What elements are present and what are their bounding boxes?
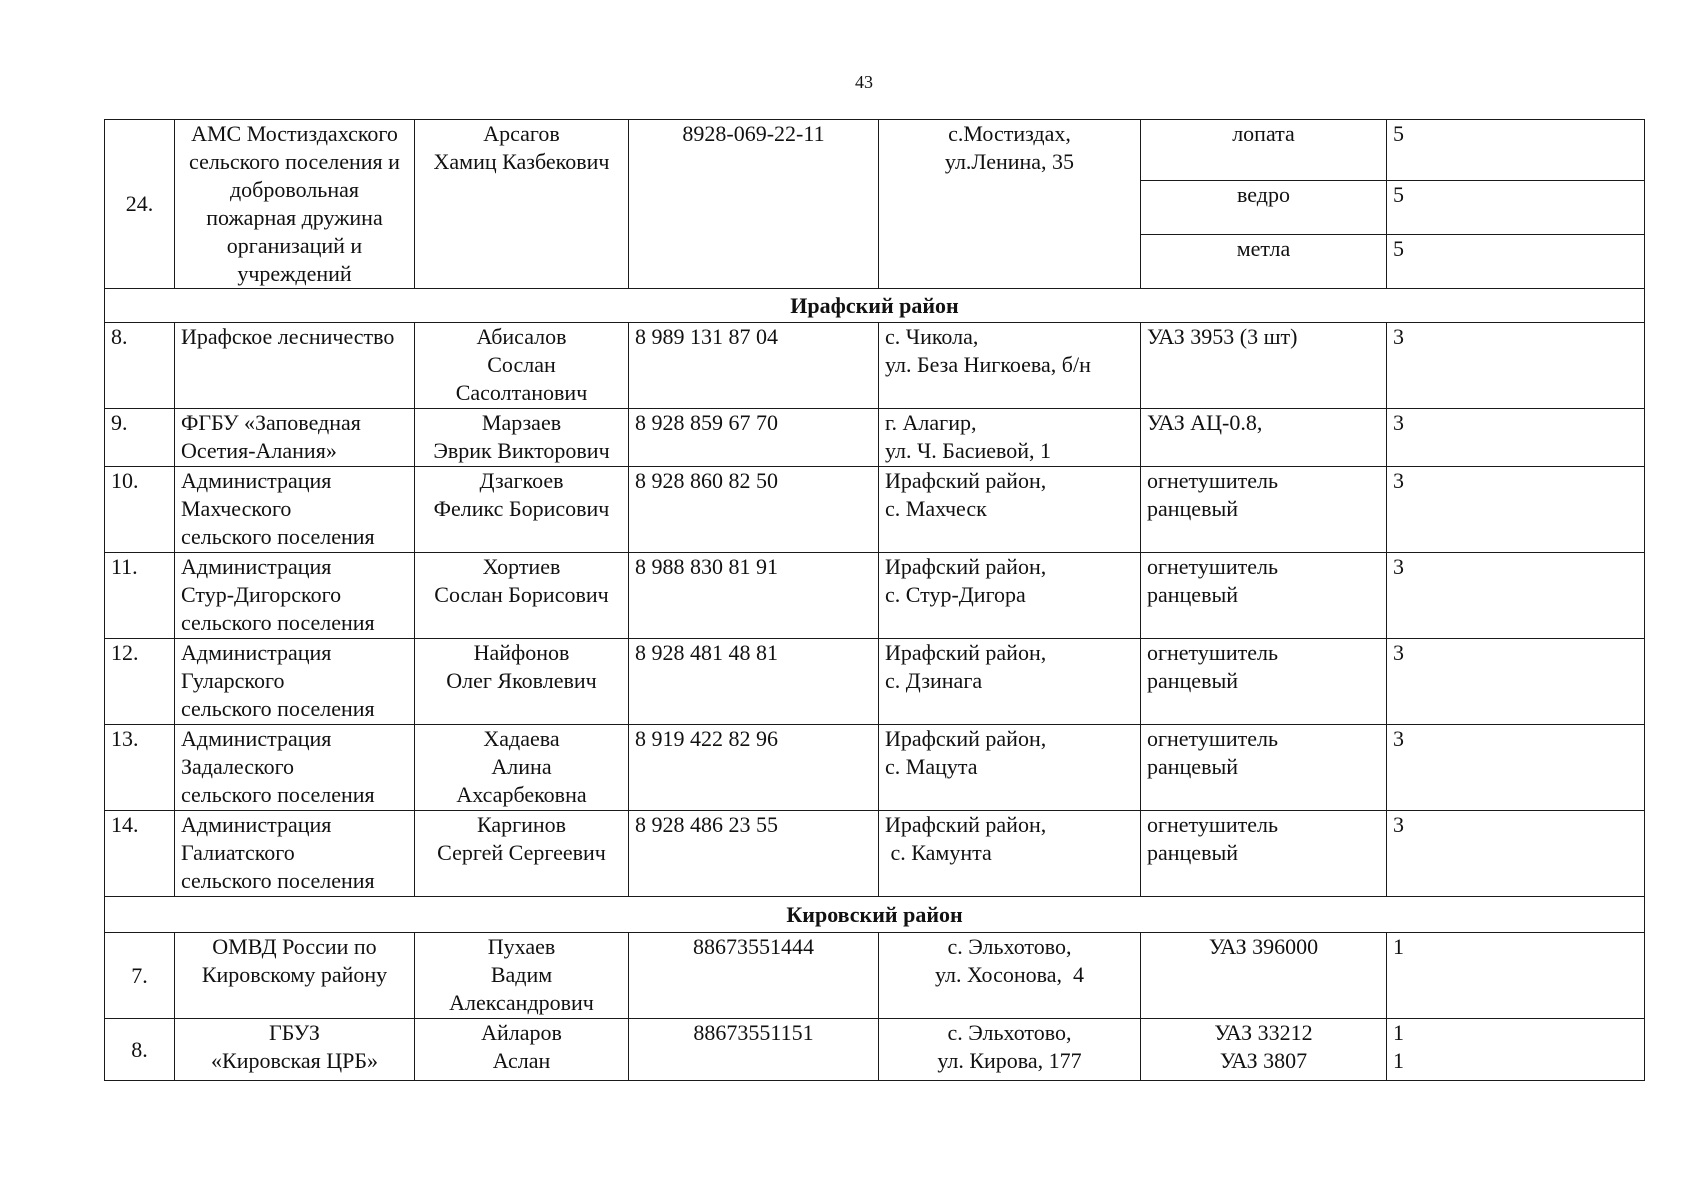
- count-cell: [1387, 235, 1645, 289]
- person-line: Алина: [491, 754, 552, 779]
- row-number: 14.: [105, 811, 175, 897]
- address-line: с. Чикола,: [885, 324, 979, 349]
- person-cell: [415, 120, 629, 289]
- equipment-line: ранцевый: [1147, 582, 1239, 607]
- address-line: Ирафский район,: [885, 468, 1047, 493]
- equipment-line: УАЗ 3807: [1219, 1048, 1308, 1073]
- table-row: [105, 1019, 1645, 1081]
- person-line: Вадим: [490, 962, 553, 987]
- equipment-count: 3: [1393, 554, 1404, 579]
- equipment-cell: [1141, 120, 1387, 181]
- person-cell: [415, 553, 629, 639]
- org-line: Кировскому району: [201, 962, 388, 987]
- equipment-count: 3: [1393, 726, 1404, 751]
- equipment-name: метла: [1236, 236, 1291, 261]
- row-number: 11.: [105, 553, 175, 639]
- equipment-count: 3: [1393, 640, 1404, 665]
- organization-cell: [175, 725, 415, 811]
- equipment-line: огнетушитель: [1147, 726, 1278, 751]
- org-line: добровольная: [229, 177, 359, 202]
- address-line: с. Стур-Дигора: [885, 582, 1026, 607]
- count-cell: [1387, 409, 1645, 467]
- equipment-cell: [1141, 409, 1387, 467]
- address-cell: [879, 639, 1141, 725]
- table-row: [105, 467, 1645, 553]
- org-line: Администрация: [181, 726, 332, 751]
- org-line: Галиатского: [181, 840, 295, 865]
- count-cell: [1387, 120, 1645, 181]
- equipment-line: УАЗ 33212: [1214, 1020, 1313, 1045]
- equipment-line: ранцевый: [1147, 496, 1239, 521]
- person-cell: [415, 1019, 629, 1081]
- phone-number: 8928-069-22-11: [682, 121, 825, 146]
- person-cell: [415, 467, 629, 553]
- equipment-cell: [1141, 725, 1387, 811]
- count-cell: [1387, 553, 1645, 639]
- address-cell: [879, 120, 1141, 289]
- equipment-count: 5: [1393, 236, 1404, 261]
- page-number: 43: [855, 72, 873, 92]
- equipment-name: лопата: [1232, 121, 1295, 146]
- person-line: Олег Яковлевич: [446, 668, 597, 693]
- person-line: Александрович: [449, 990, 594, 1015]
- person-line: Сергей Сергеевич: [437, 840, 606, 865]
- phone-number: 8 989 131 87 04: [629, 323, 879, 409]
- person-cell: [415, 725, 629, 811]
- equipment-line: УАЗ АЦ-0.8,: [1147, 410, 1263, 435]
- org-line: сельского поселения и: [189, 149, 400, 174]
- person-cell: [415, 639, 629, 725]
- org-line: Администрация: [181, 554, 332, 579]
- person-line: Абисалов: [476, 324, 567, 349]
- equipment-count: 3: [1393, 324, 1404, 349]
- count-cell: [1387, 933, 1645, 1019]
- equipment-cell: [1141, 181, 1387, 235]
- address-line: с. Камунта: [885, 840, 992, 865]
- phone-number: 8 919 422 82 96: [629, 725, 879, 811]
- count-cell: [1387, 467, 1645, 553]
- person-cell: [415, 933, 629, 1019]
- equipment-count: 3: [1393, 410, 1404, 435]
- address-line: ул. Беза Нигкоева, б/н: [885, 352, 1091, 377]
- org-line: организаций и: [226, 233, 363, 258]
- address-line: с. Мацута: [885, 754, 978, 779]
- address-line: г. Алагир,: [885, 410, 977, 435]
- equipment-cell: [1141, 467, 1387, 553]
- org-line: сельского поселения: [181, 782, 375, 807]
- person-line: Арсагов: [483, 121, 560, 146]
- phone-number: 8 928 859 67 70: [629, 409, 879, 467]
- person-line: Каргинов: [476, 812, 567, 837]
- phone-number: 8 988 830 81 91: [629, 553, 879, 639]
- phone-number: 88673551151: [629, 1019, 879, 1081]
- equipment-line: ранцевый: [1147, 840, 1239, 865]
- table-row: [105, 811, 1645, 897]
- phone-cell: [629, 120, 879, 289]
- phone-number: 8 928 860 82 50: [629, 467, 879, 553]
- address-line: Ирафский район,: [885, 726, 1047, 751]
- phone-number: 8 928 486 23 55: [629, 811, 879, 897]
- count-cell: [1387, 811, 1645, 897]
- address-line: с. Эльхотово,: [947, 1020, 1072, 1045]
- count-cell: [1387, 639, 1645, 725]
- org-line: «Кировская ЦРБ»: [211, 1048, 378, 1073]
- org-line: сельского поселения: [181, 696, 375, 721]
- count-cell: [1387, 1019, 1645, 1081]
- section-header-row: [105, 289, 1645, 323]
- org-line: Администрация: [181, 468, 332, 493]
- org-line: Махческого: [181, 496, 292, 521]
- person-line: Аслан: [492, 1048, 551, 1073]
- address-line: ул. Кирова, 177: [937, 1048, 1082, 1073]
- person-line: Эврик Викторович: [433, 438, 610, 463]
- equipment-cell: [1141, 1019, 1387, 1081]
- phone-number: 8 928 481 48 81: [629, 639, 879, 725]
- equipment-name: ведро: [1237, 182, 1290, 207]
- person-line: Марзаев: [481, 410, 562, 435]
- person-line: Феликс Борисович: [433, 496, 610, 521]
- equipment-line: УАЗ 396000: [1208, 934, 1319, 959]
- table-row: [105, 725, 1645, 811]
- person-line: Айларов: [481, 1020, 562, 1045]
- count-cell: [1387, 725, 1645, 811]
- table-row: [105, 409, 1645, 467]
- equipment-count: 3: [1393, 468, 1404, 493]
- address-line: Ирафский район,: [885, 640, 1047, 665]
- org-line: ГБУЗ: [269, 1020, 320, 1045]
- org-line: Осетия-Алания»: [181, 438, 337, 463]
- address-line: с. Эльхотово,: [947, 934, 1072, 959]
- equipment-count: 5: [1393, 121, 1404, 146]
- address-cell: [879, 933, 1141, 1019]
- address-line: ул. Ч. Басиевой, 1: [885, 438, 1052, 463]
- row-number: 9.: [105, 409, 175, 467]
- equipment-cell: [1141, 811, 1387, 897]
- person-line: Пухаев: [487, 934, 556, 959]
- table-row: [105, 323, 1645, 409]
- equipment-line: огнетушитель: [1147, 554, 1278, 579]
- table-row-24: [105, 120, 1645, 181]
- address-cell: [879, 553, 1141, 639]
- table-row: [105, 639, 1645, 725]
- organization-cell: [175, 553, 415, 639]
- org-line: Ирафское лесничество: [181, 324, 395, 349]
- equipment-line: огнетушитель: [1147, 812, 1278, 837]
- table-body: [105, 120, 1645, 1081]
- address-cell: [879, 323, 1141, 409]
- org-line: учреждений: [237, 261, 352, 286]
- org-line: Гуларского: [181, 668, 285, 693]
- org-line: Администрация: [181, 812, 332, 837]
- address-cell: [879, 409, 1141, 467]
- org-line: Стур-Дигорского: [181, 582, 342, 607]
- address-line: с. Дзинага: [885, 668, 983, 693]
- row-number: 24.: [125, 191, 154, 216]
- section-title: Кировский район: [105, 897, 1645, 933]
- equipment-count: 1: [1393, 1020, 1404, 1045]
- equipment-line: огнетушитель: [1147, 640, 1278, 665]
- organization-cell: [175, 467, 415, 553]
- address-cell: [879, 811, 1141, 897]
- resources-table: [104, 119, 1645, 1081]
- equipment-cell: [1141, 933, 1387, 1019]
- address-line: с.Мостиздах,: [948, 121, 1071, 146]
- address-cell: [879, 1019, 1141, 1081]
- row-number: 10.: [105, 467, 175, 553]
- person-line: Хортиев: [482, 554, 561, 579]
- row-number: 8.: [105, 323, 175, 409]
- org-line: сельского поселения: [181, 524, 375, 549]
- org-line: ОМВД России по: [212, 934, 377, 959]
- person-line: Хадаева: [483, 726, 560, 751]
- equipment-line: УАЗ 3953 (3 шт): [1147, 324, 1298, 349]
- person-cell: [415, 409, 629, 467]
- address-cell: [879, 725, 1141, 811]
- equipment-line: огнетушитель: [1147, 468, 1278, 493]
- equipment-cell: [1141, 639, 1387, 725]
- section-header-row: [105, 897, 1645, 933]
- organization-cell: [175, 409, 415, 467]
- organization-cell: [175, 811, 415, 897]
- organization-cell: [175, 323, 415, 409]
- org-line: Задалеского: [181, 754, 295, 779]
- organization-cell: [175, 1019, 415, 1081]
- equipment-cell: [1141, 323, 1387, 409]
- row-number: 12.: [105, 639, 175, 725]
- equipment-line: ранцевый: [1147, 754, 1239, 779]
- organization-cell: [175, 120, 415, 289]
- organization-cell: [175, 933, 415, 1019]
- person-line: Дзагкоев: [479, 468, 564, 493]
- row-number: 13.: [105, 725, 175, 811]
- equipment-cell: [1141, 235, 1387, 289]
- section-title: Ирафский район: [105, 289, 1645, 323]
- row-number: 7.: [105, 933, 175, 1019]
- address-line: Ирафский район,: [885, 812, 1047, 837]
- count-cell: [1387, 181, 1645, 235]
- person-line: Сослан: [487, 352, 556, 377]
- address-line: ул. Хосонова, 4: [935, 962, 1084, 987]
- person-line: Сослан Борисович: [434, 582, 609, 607]
- address-cell: [879, 467, 1141, 553]
- person-line: Найфонов: [473, 640, 570, 665]
- person-line: Ахсарбековна: [456, 782, 587, 807]
- table-row: [105, 933, 1645, 1019]
- person-line: Сасолтанович: [455, 380, 588, 405]
- phone-number: 88673551444: [629, 933, 879, 1019]
- address-line: с. Махческ: [885, 496, 987, 521]
- org-line: сельского поселения: [181, 610, 375, 635]
- address-line: Ирафский район,: [885, 554, 1047, 579]
- equipment-cell: [1141, 553, 1387, 639]
- table-row: [105, 553, 1645, 639]
- organization-cell: [175, 639, 415, 725]
- org-line: пожарная дружина: [206, 205, 383, 230]
- equipment-count: 3: [1393, 812, 1404, 837]
- person-cell: [415, 811, 629, 897]
- org-line: Администрация: [181, 640, 332, 665]
- equipment-count: 5: [1393, 182, 1404, 207]
- equipment-line: ранцевый: [1147, 668, 1239, 693]
- row-number-cell: [105, 120, 175, 289]
- person-cell: [415, 323, 629, 409]
- org-line: ФГБУ «Заповедная: [181, 410, 361, 435]
- address-line: ул.Ленина, 35: [944, 149, 1075, 174]
- equipment-count: 1: [1393, 934, 1404, 959]
- equipment-count: 1: [1393, 1048, 1404, 1073]
- row-number: 8.: [105, 1019, 175, 1081]
- org-line: сельского поселения: [181, 868, 375, 893]
- count-cell: [1387, 323, 1645, 409]
- person-line: Хамиц Казбекович: [433, 149, 610, 174]
- org-line: АМС Мостиздахского: [191, 121, 398, 146]
